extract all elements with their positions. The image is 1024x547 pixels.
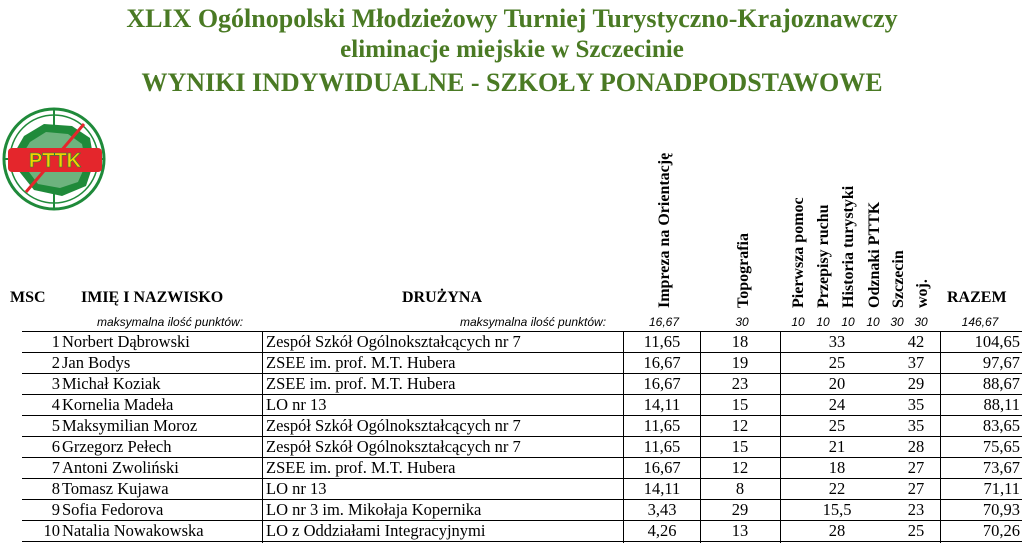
cell-knowledge-score: 22 — [828, 479, 846, 498]
cell-team: LO nr 13 — [266, 479, 327, 498]
cell-regional-score: 37 — [907, 353, 925, 372]
column-divider — [940, 331, 941, 543]
cell-knowledge-score: 18 — [828, 458, 846, 477]
cell-impreza: 3,43 — [647, 500, 677, 519]
max-historia: 10 — [841, 315, 855, 329]
cell-regional-score: 35 — [907, 395, 925, 414]
col-pierwsza-pomoc: Pierwsza pomoc — [790, 197, 807, 308]
cell-impreza: 11,65 — [643, 416, 681, 435]
max-points-label: maksymalna ilość punktów: — [97, 315, 244, 329]
cell-name: Norbert Dąbrowski — [62, 332, 190, 351]
col-team: DRUŻYNA — [402, 289, 482, 306]
table-row — [22, 458, 1022, 479]
max-woj: 30 — [914, 315, 928, 329]
cell-topografia: 13 — [731, 521, 749, 540]
cell-team: LO z Oddziałami Integracyjnymi — [266, 521, 486, 540]
col-topografia: Topografia — [735, 233, 752, 308]
cell-team: Zespół Szkół Ogólnokształcących nr 7 — [266, 437, 521, 456]
cell-regional-score: 25 — [907, 521, 925, 540]
logo-text: PTTK — [28, 150, 82, 172]
pttk-logo — [2, 106, 110, 212]
cell-topografia: 23 — [731, 374, 749, 393]
cell-knowledge-score: 25 — [828, 353, 846, 372]
col-razem: RAZEM — [947, 289, 1007, 306]
col-szczecin: Szczecin — [890, 250, 907, 308]
cell-knowledge-score: 33 — [828, 332, 846, 351]
col-historia-turystyki: Historia turystyki — [840, 185, 857, 308]
cell-regional-score: 23 — [907, 500, 925, 519]
cell-impreza: 16,67 — [643, 374, 681, 393]
cell-team: ZSEE im. prof. M.T. Hubera — [266, 374, 456, 393]
cell-topografia: 12 — [731, 416, 749, 435]
max-pierwsza: 10 — [791, 315, 805, 329]
cell-impreza: 16,67 — [643, 458, 681, 477]
column-divider — [623, 331, 624, 543]
cell-total: 104,65 — [974, 332, 1020, 351]
cell-name: Jan Bodys — [62, 353, 131, 372]
cell-total: 97,67 — [982, 353, 1020, 372]
cell-total: 83,65 — [982, 416, 1020, 435]
col-msc: MSC — [10, 289, 46, 306]
cell-team: LO nr 13 — [266, 395, 327, 414]
cell-place: 2 — [51, 353, 60, 372]
col-woj: woj. — [914, 279, 931, 308]
cell-name: Michał Koziak — [62, 374, 161, 393]
cell-impreza: 14,11 — [643, 479, 681, 498]
cell-knowledge-score: 15,5 — [822, 500, 852, 519]
column-divider — [700, 331, 701, 543]
cell-topografia: 12 — [731, 458, 749, 477]
cell-knowledge-score: 28 — [828, 521, 846, 540]
table-row — [22, 437, 1022, 458]
results-table — [22, 331, 1022, 542]
cell-topografia: 15 — [731, 437, 749, 456]
table-row — [22, 500, 1022, 521]
max-razem: 146,67 — [961, 315, 999, 329]
cell-place: 5 — [51, 416, 60, 435]
table-row — [22, 353, 1022, 374]
cell-place: 4 — [51, 395, 60, 414]
cell-regional-score: 42 — [907, 332, 925, 351]
cell-place: 9 — [51, 500, 60, 519]
cell-total: 73,67 — [982, 458, 1020, 477]
cell-impreza: 14,11 — [643, 395, 681, 414]
cell-knowledge-score: 25 — [828, 416, 846, 435]
cell-name: Maksymilian Moroz — [62, 416, 198, 435]
cell-place: 3 — [51, 374, 60, 393]
cell-regional-score: 29 — [907, 374, 925, 393]
cell-place: 10 — [43, 521, 60, 540]
max-przepisy: 10 — [816, 315, 830, 329]
cell-topografia: 19 — [731, 353, 749, 372]
document-title: XLIX Ogólnopolski Młodzieżowy Turniej Turystyczno-Krajoznawczy — [126, 4, 898, 33]
cell-team: Zespół Szkół Ogólnokształcących nr 7 — [266, 332, 521, 351]
cell-knowledge-score: 21 — [828, 437, 846, 456]
col-odznaki-pttk: Odznaki PTTK — [866, 201, 883, 308]
max-impreza: 16,67 — [648, 315, 680, 329]
cell-total: 71,11 — [983, 479, 1020, 498]
table-row — [22, 521, 1022, 542]
cell-place: 7 — [51, 458, 60, 477]
col-name: IMIĘ I NAZWISKO — [81, 289, 224, 306]
cell-regional-score: 28 — [907, 437, 925, 456]
table-row — [22, 395, 1022, 416]
cell-team: ZSEE im. prof. M.T. Hubera — [266, 458, 456, 477]
cell-name: Kornelia Madeła — [62, 395, 174, 414]
cell-name: Natalia Nowakowska — [62, 521, 204, 540]
cell-topografia: 29 — [731, 500, 749, 519]
cell-impreza: 11,65 — [643, 437, 681, 456]
cell-total: 88,67 — [982, 374, 1020, 393]
cell-regional-score: 27 — [907, 479, 925, 498]
cell-regional-score: 35 — [907, 416, 925, 435]
document-subtitle: eliminacje miejskie w Szczecinie — [340, 36, 684, 63]
results-heading: WYNIKI INDYWIDUALNE - SZKOŁY PONADPODSTAWOWE — [141, 68, 883, 97]
table-row — [22, 416, 1022, 437]
cell-topografia: 15 — [731, 395, 749, 414]
cell-team: ZSEE im. prof. M.T. Hubera — [266, 353, 456, 372]
cell-knowledge-score: 20 — [828, 374, 846, 393]
cell-topografia: 8 — [735, 479, 745, 498]
col-impreza: Impreza na Orientację — [656, 152, 673, 308]
col-przepisy-ruchu: Przepisy ruchu — [815, 204, 832, 308]
max-topografia: 30 — [735, 315, 749, 329]
column-divider — [262, 331, 263, 543]
cell-place: 1 — [51, 332, 60, 351]
max-szczecin: 30 — [890, 315, 904, 329]
cell-impreza: 4,26 — [647, 521, 677, 540]
cell-regional-score: 27 — [907, 458, 925, 477]
cell-knowledge-score: 24 — [828, 395, 846, 414]
cell-name: Sofia Fedorova — [62, 500, 164, 519]
table-row — [22, 374, 1022, 395]
column-divider — [780, 331, 781, 543]
cell-impreza: 11,65 — [643, 332, 681, 351]
max-odznaki: 10 — [866, 315, 880, 329]
cell-name: Antoni Zwoliński — [62, 458, 179, 477]
cell-total: 88,11 — [983, 395, 1020, 414]
table-row — [22, 332, 1022, 353]
cell-total: 75,65 — [982, 437, 1020, 456]
cell-team: LO nr 3 im. Mikołaja Kopernika — [266, 500, 482, 519]
cell-place: 6 — [51, 437, 60, 456]
max-points-label-right: maksymalna ilość punktów: — [460, 315, 607, 329]
cell-topografia: 18 — [731, 332, 749, 351]
cell-name: Tomasz Kujawa — [62, 479, 169, 498]
cell-place: 8 — [51, 479, 60, 498]
cell-impreza: 16,67 — [643, 353, 681, 372]
cell-total: 70,93 — [982, 500, 1020, 519]
cell-team: Zespół Szkół Ogólnokształcących nr 7 — [266, 416, 521, 435]
table-row — [22, 479, 1022, 500]
cell-total: 70,26 — [982, 521, 1020, 540]
cell-name: Grzegorz Pełech — [62, 437, 172, 456]
